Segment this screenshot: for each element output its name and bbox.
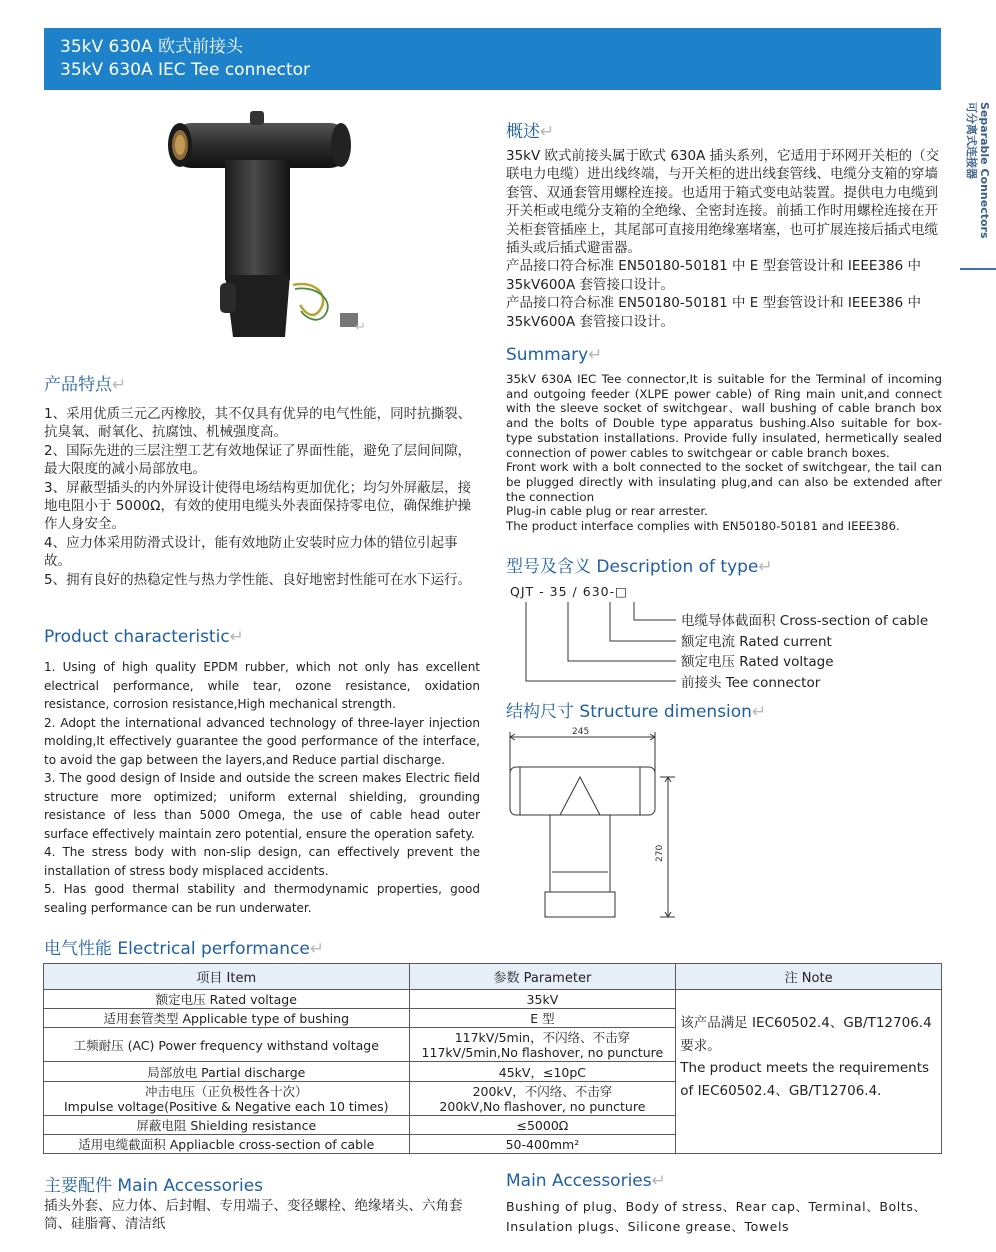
table-cell-item: 适用套管类型 Applicable type of bushing xyxy=(44,1009,410,1028)
column-header: 注 Note xyxy=(676,964,942,990)
table-cell-item: 适用电缆截面积 Appliacble cross-section of cable xyxy=(44,1135,410,1154)
features-cn-list xyxy=(44,405,480,589)
table-cell-param: 50-400mm² xyxy=(409,1135,676,1154)
type-code: QJT - 35 / 630-□ xyxy=(510,584,628,599)
feature-item: 5. Has good thermal stability and thermodynamic properties, good sealing performance can be run underwater. xyxy=(44,882,480,915)
side-divider xyxy=(960,268,996,270)
dim-height-label: 270 xyxy=(655,844,665,862)
accessories-en-heading: Main Accessories↵ xyxy=(506,1171,666,1191)
note-cell xyxy=(676,990,942,1154)
table-cell-item: 额定电压 Rated voltage xyxy=(44,990,410,1009)
structure-drawing xyxy=(500,722,680,927)
table-cell-param: ≤5000Ω xyxy=(409,1116,676,1135)
note-cn: 该产品满足 IEC60502.4、GB/T12706.4 要求。 xyxy=(680,1015,932,1054)
feature-item: 5、拥有良好的热稳定性与热力学性能、良好地密封性能可在水下运行。 xyxy=(44,571,472,588)
title-en: 35kV 630A IEC Tee connector xyxy=(60,60,310,80)
header-bar xyxy=(44,28,941,90)
table-cell-param: 200kV，不闪络、不击穿 200kV,No flashover, no puncture xyxy=(409,1082,676,1116)
type-label: 额定电流 Rated current xyxy=(681,633,832,650)
column-header: 参数 Parameter xyxy=(409,964,676,990)
side-tab xyxy=(958,96,994,256)
accessories-cn-text: 插头外套、应力体、后封帽、专用端子、变径螺栓、绝缘堵头、六角套筒、硅脂膏、清洁纸 xyxy=(44,1198,463,1233)
type-leader-lines xyxy=(506,580,686,690)
title-cn: 35kV 630A 欧式前接头 xyxy=(60,37,243,57)
note-en: The product meets the requirements of IEC60502.4、GB/T12706.4. xyxy=(680,1060,930,1099)
feature-item: 4. The stress body with non-slip design, can effectively prevent the installation of stress body misplaced accidents. xyxy=(44,845,480,878)
structure-heading: 结构尺寸 Structure dimension↵ xyxy=(506,702,767,722)
type-heading: 型号及含义 Description of type↵ xyxy=(506,557,773,577)
electrical-heading: 电气性能 Electrical performance↵ xyxy=(44,939,325,959)
overview-paragraph: 35kV 欧式前接头属于欧式 630A 插头系列，它适用于环网开关柜的（交联电力电缆）进出线终端，与开关柜的进出线套管线、电缆分支箱的穿墙套管、双通套管用螺栓连接。也适用于箱式变电站装置。提供电力电缆到开关柜或电缆分支箱的全绝缘、全密封连接。前插工作时用螺栓连接在开关柜套管插座上，其尾部可直接用绝缘塞堵塞，也可扩展连接后插式电缆插头或后插式避雷器。 xyxy=(506,148,940,257)
return-mark: ↵ xyxy=(355,320,366,335)
table-cell-param: 45kV，≤10pC xyxy=(409,1062,676,1082)
overview-text xyxy=(506,147,940,331)
accessories-en-text: Bushing of plug、Body of stress、Rear cap、Terminal、Bolts、Insulation plugs、Silicone grease、Towels xyxy=(506,1199,927,1234)
electrical-table xyxy=(43,963,942,1154)
dim-width-label: 245 xyxy=(572,727,590,737)
column-header: 项目 Item xyxy=(44,964,410,990)
type-diagram xyxy=(506,580,946,695)
type-label: 额定电压 Rated voltage xyxy=(681,654,834,670)
summary-paragraph: Plug-in cable plug or rear arrester. xyxy=(506,504,708,519)
table-cell-item: 屏蔽电阻 Shielding resistance xyxy=(44,1116,410,1135)
overview-paragraph: 产品接口符合标准 EN50180-50181 中 E 型套管设计和 IEEE386 中 35kV600A 套管接口设计。 xyxy=(506,258,922,293)
side-tab-cn: 可分离式连接器 xyxy=(965,102,978,179)
table-cell-item: 冲击电压（正负极性各十次） Impulse voltage(Positive & Negative each 10 times) xyxy=(44,1082,410,1116)
features-cn-heading: 产品特点↵ xyxy=(44,375,127,395)
summary-paragraph: Front work with a bolt connected to the socket of switchgear, the tail can be plugged directly with insulating plug,and can also be extended after the connection xyxy=(506,460,942,504)
accessories-cn-heading: 主要配件 Main Accessories xyxy=(44,1176,264,1196)
overview-paragraph: 产品接口符合标准 EN50180-50181 中 E 型套管设计和 IEEE386 中 35kV600A 套管接口设计。 xyxy=(506,295,922,330)
side-tab-en: Separable Connectors xyxy=(978,102,991,239)
feature-item: 1、采用优质三元乙丙橡胶，其不仅具有优异的电气性能，同时抗撕裂、抗臭氧、耐氧化、抗腐蚀、机械强度高。 xyxy=(44,406,472,441)
summary-heading: Summary↵ xyxy=(506,345,603,365)
type-label: 电缆导体截面积 Cross-section of cable xyxy=(681,613,929,629)
feature-item: 2、国际先进的三层注塑工艺有效地保证了界面性能，避免了层间间隙，最大限度的减小局部放电。 xyxy=(44,442,472,478)
type-labels xyxy=(681,611,928,693)
feature-item: 3、屏蔽型插头的内外屏设计使得电场结构更加优化；均匀外屏蔽层，接地电阻小于 5000Ω，有效的使用电缆头外表面保持零电位，确保维护操作人身安全。 xyxy=(44,479,472,533)
summary-paragraph: 35kV 630A IEC Tee connector,It is suitable for the Terminal of incoming and outgoing feeder (XLPE power cable) of Ring main unit,and connect with the sleeve socket of switchgear、wall bushing of cable branch box and the bolts of Double type apparatus bushing.Also suitable for box-type substation installations. Provide fully insulated, hermetically sealed connection of power cables to switchgear or cable branch boxes. xyxy=(506,372,942,460)
feature-item: 1. Using of high quality EPDM rubber, which not only has excellent electrical performance, while tear, ozone resistance, oxidation resistance, corrosion resistance,High mechanical strength. xyxy=(44,660,480,711)
table-cell-item: 局部放电 Partial discharge xyxy=(44,1062,410,1082)
feature-item: 3. The good design of Inside and outside the screen makes Electric field structure more optimized; uniform external shielding, grounding resistance of less than 5000 Omega, the use of cable head outer surface effectively maintain zero potential, ensure the operation safety. xyxy=(44,771,480,841)
table-cell-param: 117kV/5min，不闪络、不击穿 117kV/5min,No flashover, no puncture xyxy=(409,1028,676,1062)
feature-item: 2. Adopt the international advanced technology of three-layer injection molding,It effectively guarantee the good performance of the interface, to avoid the gap between the layers,and Reduce partial discharge. xyxy=(44,715,480,767)
table-row xyxy=(44,990,942,1009)
summary-paragraph: The product interface complies with EN50180-50181 and IEEE386. xyxy=(506,519,900,534)
product-photo xyxy=(165,105,365,340)
type-label: 前接头 Tee connector xyxy=(681,674,821,691)
table-cell-item: 工频耐压 (AC) Power frequency withstand voltage xyxy=(44,1028,410,1062)
features-en-heading: Product characteristic↵ xyxy=(44,627,244,647)
table-cell-param: 35kV xyxy=(409,990,676,1009)
feature-item: 4、应力体采用防滑式设计，能有效地防止安装时应力体的错位引起事故。 xyxy=(44,534,458,570)
table-cell-param: E 型 xyxy=(409,1009,676,1028)
summary-text xyxy=(506,372,942,534)
features-en-list xyxy=(44,658,480,917)
overview-heading: 概述↵ xyxy=(506,122,555,142)
